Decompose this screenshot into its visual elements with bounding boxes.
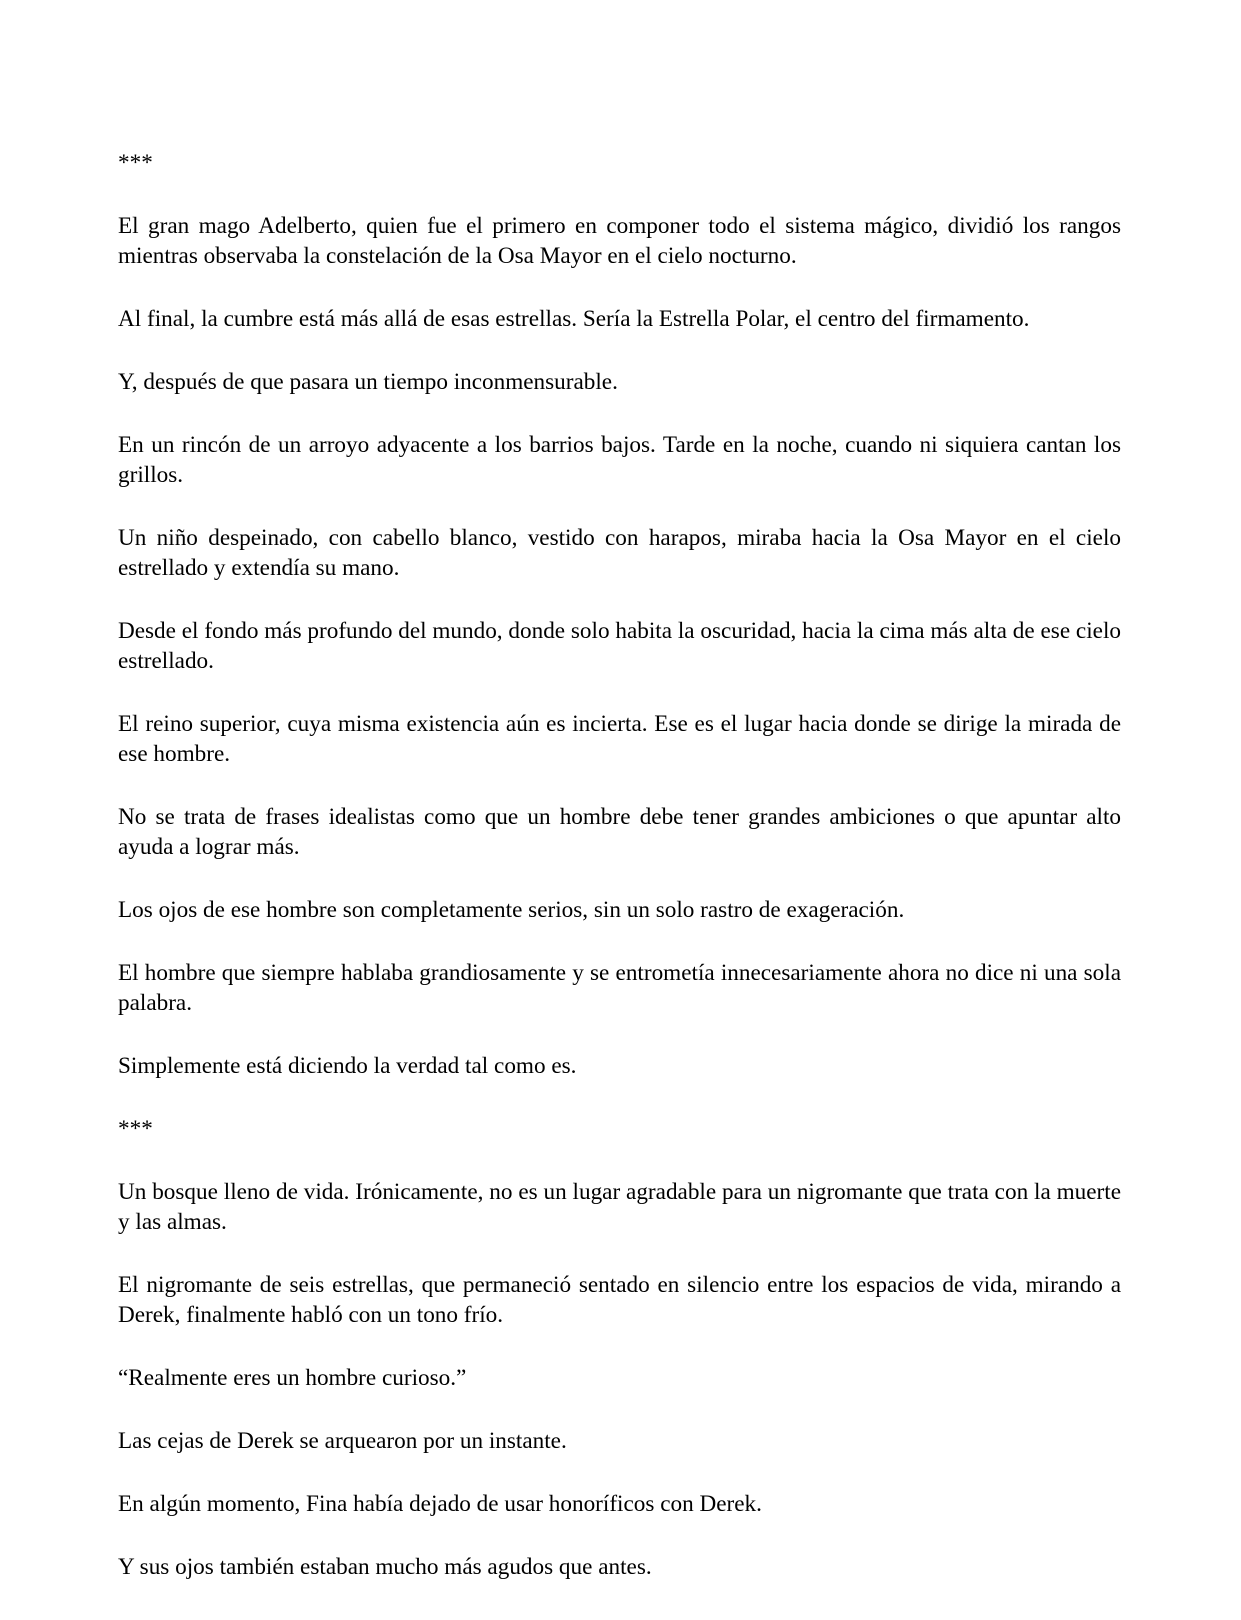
paragraph: Las cejas de Derek se arquearon por un instante. — [118, 1428, 567, 1454]
paragraph: El reino superior, cuya misma existencia aún es incierta. Ese es el lugar hacia donde se dirige la mirada de ese hombre. — [118, 711, 1121, 767]
paragraph: En un rincón de un arroyo adyacente a los barrios bajos. Tarde en la noche, cuando ni siquiera cantan los grillos. — [118, 432, 1121, 488]
paragraph: Desde el fondo más profundo del mundo, donde solo habita la oscuridad, hacia la cima más alta de ese cielo estrellado. — [118, 618, 1121, 674]
paragraph: Un bosque lleno de vida. Irónicamente, no es un lugar agradable para un nigromante que trata con la muerte y las almas. — [118, 1179, 1121, 1235]
paragraph: El gran mago Adelberto, quien fue el primero en componer todo el sistema mágico, dividió los rangos mientras observaba la constelación de la Osa Mayor en el cielo nocturno. — [118, 213, 1121, 269]
paragraph: Un niño despeinado, con cabello blanco, vestido con harapos, miraba hacia la Osa Mayor en el cielo estrellado y extendía su mano. — [118, 525, 1121, 581]
paragraph: Y, después de que pasara un tiempo inconmensurable. — [118, 369, 618, 395]
scene-separator: *** — [118, 150, 153, 176]
scene-separator: *** — [118, 1116, 153, 1142]
paragraph: Simplemente está diciendo la verdad tal como es. — [118, 1053, 577, 1079]
paragraph: No se trata de frases idealistas como que un hombre debe tener grandes ambiciones o que apuntar alto ayuda a lograr más. — [118, 804, 1121, 860]
paragraph: Al final, la cumbre está más allá de esas estrellas. Sería la Estrella Polar, el centro del firmamento. — [118, 306, 1030, 332]
paragraph: El hombre que siempre hablaba grandiosamente y se entrometía innecesariamente ahora no dice ni una sola palabra. — [118, 960, 1121, 1016]
paragraph: Y sus ojos también estaban mucho más agudos que antes. — [118, 1554, 652, 1580]
dialogue-paragraph: “Realmente eres un hombre curioso.” — [118, 1365, 467, 1391]
document-page — [118, 148, 1121, 1582]
paragraph: Los ojos de ese hombre son completamente serios, sin un solo rastro de exageración. — [118, 897, 905, 923]
paragraph: En algún momento, Fina había dejado de usar honoríficos con Derek. — [118, 1491, 762, 1517]
paragraph: El nigromante de seis estrellas, que permaneció sentado en silencio entre los espacios de vida, mirando a Derek, finalmente habló con un tono frío. — [118, 1272, 1121, 1328]
